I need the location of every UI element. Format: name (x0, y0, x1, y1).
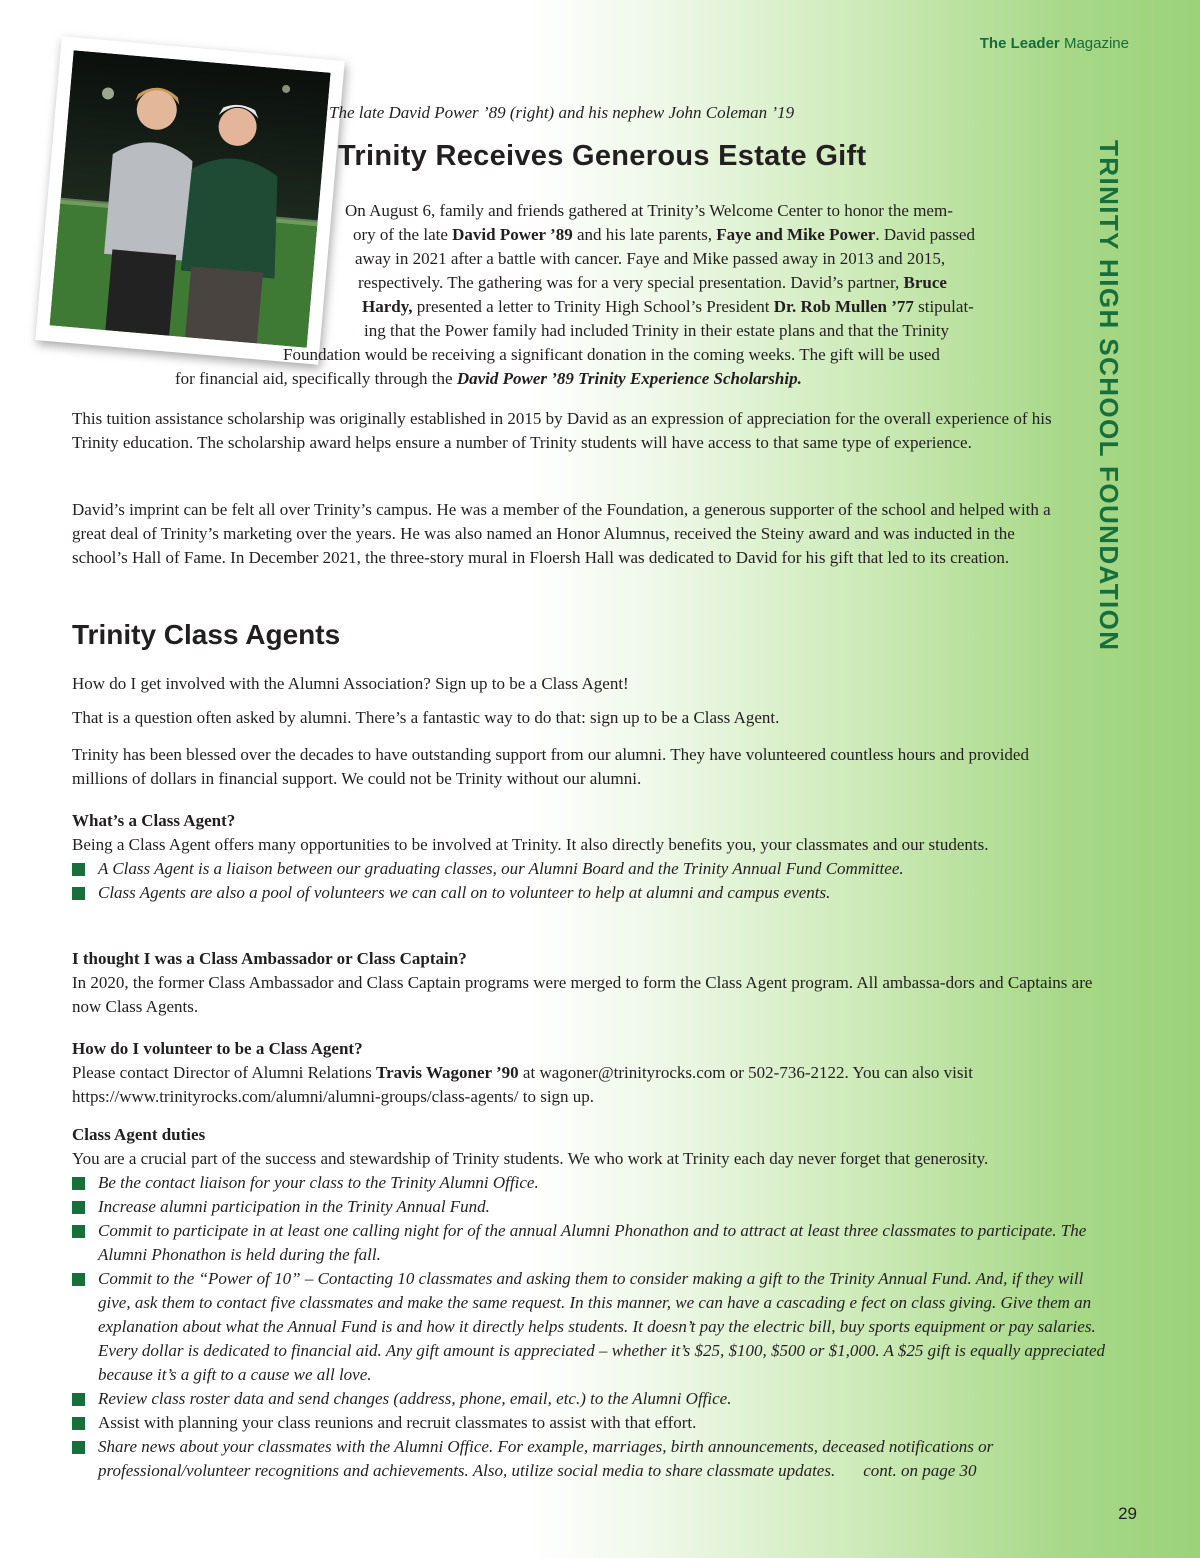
intro-line: for financial aid, specifically through the David Power ’89 Trinity Experience Scholarship. (175, 369, 802, 388)
square-bullet-icon (72, 1177, 85, 1190)
section-heading: Class Agent duties (72, 1125, 206, 1144)
continued-note: cont. on page 30 (863, 1461, 977, 1480)
list-item: Assist with planning your class reunions and recruit classmates to assist with that effort. (72, 1411, 1112, 1435)
section-body: In 2020, the former Class Ambassador and Class Captain programs were merged to form the Class Agent program. All ambassa-dors and Captains are now Class Agents. (72, 973, 1093, 1016)
list-item: Commit to participate in at least one calling night for of the annual Alumni Phonathon and to attract at least three classmates to participate. The Alumni Phonathon is held during the fall. (72, 1219, 1112, 1267)
list-item: Review class roster data and send changes (address, phone, email, etc.) to the Alumni Office. (72, 1387, 1112, 1411)
square-bullet-icon (72, 1441, 85, 1454)
square-bullet-icon (72, 887, 85, 900)
contact-name: Travis Wagoner ’90 (376, 1063, 519, 1082)
list-item: Increase alumni participation in the Trinity Annual Fund. (72, 1195, 1112, 1219)
section-body: Being a Class Agent offers many opportunities to be involved at Trinity. It also directly benefits you, your classmates and our students. (72, 835, 989, 854)
class-agents-paragraph: That is a question often asked by alumni. There’s a fantastic way to do that: sign up to be a Class Agent. (72, 708, 780, 727)
photo-caption: The late David Power ’89 (right) and his nephew John Coleman ’19 (329, 103, 795, 122)
list-item: Be the contact liaison for your class to the Trinity Alumni Office. (72, 1171, 1112, 1195)
side-section-title: TRINITY HIGH SCHOOL FOUNDATION (1094, 140, 1124, 652)
magazine-suffix: Magazine (1063, 35, 1129, 52)
section-ambassador-captain (72, 947, 1112, 1019)
article-paragraph: This tuition assistance scholarship was originally established in 2015 by David as an expression of appreciation for the overall experience of his Trinity education. The scholarship award helps ensure a number of Trinity students will have access to that same type of experience. (72, 409, 1052, 452)
section-heading: What’s a Class Agent? (72, 811, 236, 830)
bullet-list (72, 857, 1112, 905)
square-bullet-icon (72, 1417, 85, 1430)
class-agents-paragraph: Trinity has been blessed over the decades to have outstanding support from our alumni. They have volunteered countless hours and provided millions of dollars in financial support. We could not be Trinity without our alumni. (72, 745, 1029, 788)
class-agents-intro: How do I get involved with the Alumni Association? Sign up to be a Class Agent! (72, 674, 629, 693)
square-bullet-icon (72, 1273, 85, 1286)
section-duties (72, 1123, 1112, 1483)
list-item: A Class Agent is a liaison between our graduating classes, our Alumni Board and the Trinity Annual Fund Committee. (72, 857, 1112, 881)
intro-line: ory of the late David Power ’89 and his late parents, Faye and Mike Power. David passed (353, 225, 975, 244)
list-item: Class Agents are also a pool of volunteers we can call on to volunteer to help at alumni and campus events. (72, 881, 1112, 905)
article-paragraph: David’s imprint can be felt all over Trinity’s campus. He was a member of the Foundation, a generous supporter of the school and helped with a great deal of Trinity’s marketing over the years. He was also named an Honor Alumnus, received the Steiny award and was inducted in the school’s Hall of Fame. In December 2021, the three-story mural in Floersh Hall was dedicated to David for his gift that led to its creation. (72, 500, 1051, 567)
intro-line: Hardy, presented a letter to Trinity High School’s President Dr. Rob Mullen ’77 stipulat- (362, 297, 974, 316)
section-body: You are a crucial part of the success and stewardship of Trinity students. We who work at Trinity each day never forget that generosity. (72, 1149, 989, 1168)
section-how-to-volunteer (72, 1037, 1112, 1109)
intro-line: On August 6, family and friends gathered at Trinity’s Welcome Center to honor the mem- (345, 201, 953, 220)
list-item: Share news about your classmates with the Alumni Office. For example, marriages, birth announcements, deceased notifications or professional/volunteer recognitions and achievements. Also, utilize social media to share classmate updates. cont. on page 30 (72, 1435, 1112, 1483)
section-heading: How do I volunteer to be a Class Agent? (72, 1039, 363, 1058)
square-bullet-icon (72, 1201, 85, 1214)
square-bullet-icon (72, 1225, 85, 1238)
bullet-list (72, 1171, 1112, 1483)
intro-line: away in 2021 after a battle with cancer. Faye and Mike passed away in 2013 and 2015, (355, 249, 946, 268)
article-title-estate-gift: Trinity Receives Generous Estate Gift (338, 140, 867, 172)
section-body: Please contact Director of Alumni Relations Travis Wagoner ’90 at wagoner@trinityrocks.com or 502-736-2122. You can also visit https://www.trinityrocks.com/alumni/alumni-groups/class-agents/ to sign up. (72, 1063, 973, 1106)
page-number: 29 (1118, 1504, 1137, 1523)
magazine-brand: The Leader (979, 35, 1060, 52)
list-item: Commit to the “Power of 10” – Contacting 10 classmates and asking them to consider making a gift to the Trinity Annual Fund. And, if they will give, ask them to contact five classmates and make the same request. In this manner, we can have a cascading e fect on class giving. Give them an explanation about what the Annual Fund is and how it directly helps students. It doesn’t pay the electric bill, buy sports equipment or pay salaries. Every dollar is dedicated to financial aid. Any gift amount is appreciated – whether it’s $25, $100, $500 or $1,000. A $25 gift is equally appreciated because it’s a gift to a cause we all love. (72, 1267, 1112, 1387)
intro-line: Foundation would be receiving a significant donation in the coming weeks. The gift will be used (283, 345, 940, 364)
intro-line: ing that the Power family had included Trinity in their estate plans and that the Trinity (364, 321, 950, 340)
feature-photo (35, 36, 345, 365)
article-title-class-agents: Trinity Class Agents (72, 619, 341, 650)
square-bullet-icon (72, 1393, 85, 1406)
section-what-is-class-agent (72, 809, 1112, 905)
photo-image (50, 50, 331, 347)
intro-line: respectively. The gathering was for a very special presentation. David’s partner, Bruce (358, 273, 947, 292)
square-bullet-icon (72, 863, 85, 876)
section-heading: I thought I was a Class Ambassador or Class Captain? (72, 949, 467, 968)
magazine-header (980, 35, 1129, 52)
